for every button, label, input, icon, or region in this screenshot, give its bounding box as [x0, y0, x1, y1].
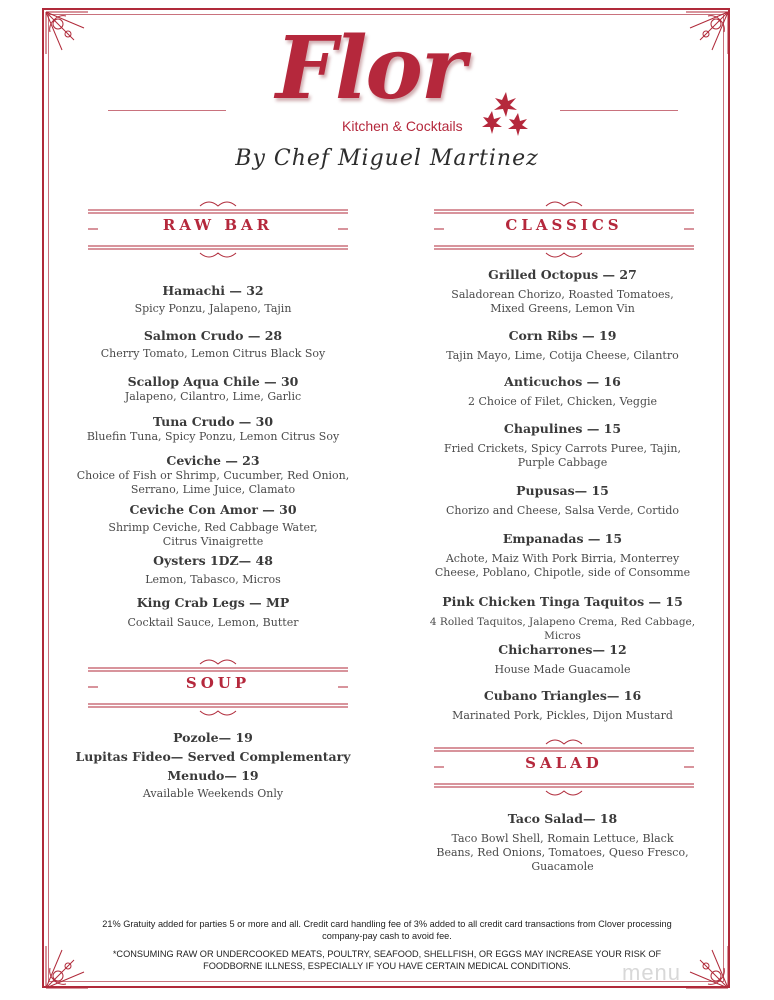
- consumption-warning: *CONSUMING RAW OR UNDERCOOKED MEATS, POULTRY, SEAFOOD, SHELLFISH, OR EGGS MAY INCREASE YOUR RISK OF FOODBORNE ILLNESS, ESPECIALLY IF YOU HAVE CERTAIN MEDICAL CONDITIONS.: [112, 949, 662, 971]
- logo-divider-left: [108, 110, 226, 111]
- item-desc: Cocktail Sauce, Lemon, Butter: [127, 616, 299, 629]
- item-desc: Choice of Fish or Shrimp, Cucumber, Red Onion, Serrano, Lime Juice, Clamato: [76, 469, 350, 496]
- item-desc: 4 Rolled Taquitos, Jalapeno Crema, Red Cabbage, Micros: [429, 616, 696, 642]
- section-title-raw-bar: RAW BAR: [162, 216, 274, 234]
- item-desc: Taco Bowl Shell, Romain Lettuce, Black Beans, Red Onions, Tomatoes, Queso Fresco, Guacamole: [436, 832, 689, 873]
- item-name: King Crab Legs — MP: [136, 595, 290, 610]
- logo-title: Flor: [275, 18, 465, 119]
- logo-divider-right: [560, 110, 678, 111]
- item-name: Pozole— 19: [173, 730, 253, 745]
- item-name: Cubano Triangles— 16: [483, 688, 642, 703]
- section-banner-classics: [434, 198, 694, 258]
- item-name: Pink Chicken Tinga Taquitos — 15: [442, 594, 683, 609]
- menu-item: [68, 502, 358, 549]
- item-name: Anticuchos — 16: [504, 374, 621, 389]
- menu-item: [410, 811, 715, 874]
- item-desc: Bluefin Tuna, Spicy Ponzu, Lemon Citrus Soy: [86, 430, 340, 443]
- item-desc: Available Weekends Only: [142, 787, 284, 800]
- corner-ornament-icon: [684, 944, 730, 990]
- menu-item: [410, 267, 715, 316]
- menu-item: [68, 414, 358, 444]
- item-desc: Cherry Tomato, Lemon Citrus Black Soy: [100, 347, 326, 360]
- menu-item: [410, 688, 715, 723]
- item-name: Grilled Octopus — 27: [488, 267, 637, 282]
- menu-item: [410, 374, 715, 409]
- menu-item: [68, 553, 358, 587]
- section-banner-soup: [88, 656, 348, 716]
- section-title-soup: SOUP: [185, 674, 251, 692]
- item-desc: Tajin Mayo, Lime, Cotija Cheese, Cilantro: [446, 349, 679, 362]
- menu-item: [410, 421, 715, 470]
- item-desc: Jalapeno, Cilantro, Lime, Garlic: [124, 390, 302, 403]
- item-desc: House Made Guacamole: [494, 663, 631, 676]
- item-name: Chicharrones— 12: [498, 642, 627, 657]
- item-desc: Spicy Ponzu, Jalapeno, Tajin: [134, 302, 292, 315]
- item-desc: Achote, Maiz With Pork Birria, Monterrey Cheese, Poblano, Chipotle, side of Consomme: [434, 552, 691, 579]
- item-desc: Lemon, Tabasco, Micros: [145, 573, 281, 586]
- item-name: Hamachi — 32: [162, 283, 264, 298]
- menu-item: [410, 531, 715, 580]
- item-name: Ceviche — 23: [166, 453, 260, 468]
- menu-item: [410, 483, 715, 518]
- flower-icon: [480, 92, 534, 144]
- logo-subtitle: Kitchen & Cocktails: [342, 118, 463, 134]
- item-desc: Chorizo and Cheese, Salsa Verde, Cortido: [445, 504, 680, 517]
- section-banner-salad: [434, 736, 694, 796]
- menu-item: [68, 283, 358, 316]
- watermark: menu: [622, 960, 682, 985]
- item-name: Menudo— 19: [167, 768, 259, 783]
- item-name: Lupitas Fideo— Served Complementary: [75, 749, 351, 764]
- menu-item: [68, 595, 358, 630]
- item-name: Taco Salad— 18: [507, 811, 618, 826]
- item-desc: Shrimp Ceviche, Red Cabbage Water, Citrus Vinaigrette: [108, 521, 318, 548]
- menu-item: [410, 594, 715, 643]
- item-desc: Saladorean Chorizo, Roasted Tomatoes, Mixed Greens, Lemon Vin: [451, 288, 674, 315]
- menu-item: [68, 453, 358, 497]
- item-name: Chapulines — 15: [503, 421, 622, 436]
- menu-item: [410, 642, 715, 677]
- item-name: Pupusas— 15: [516, 483, 609, 498]
- restaurant-logo: [0, 18, 774, 134]
- item-desc: 2 Choice of Filet, Chicken, Veggie: [467, 395, 658, 408]
- item-name: Scallop Aqua Chile — 30: [127, 374, 299, 389]
- item-desc: Marinated Pork, Pickles, Dijon Mustard: [452, 709, 673, 722]
- item-desc: Fried Crickets, Spicy Carrots Puree, Tajin, Purple Cabbage: [444, 442, 681, 469]
- chef-signature: By Chef Miguel Martinez: [235, 146, 539, 171]
- section-banner-raw-bar: [88, 198, 348, 258]
- item-name: Tuna Crudo — 30: [152, 414, 274, 429]
- item-name: Ceviche Con Amor — 30: [129, 502, 297, 517]
- section-title-salad: SALAD: [525, 754, 603, 772]
- corner-ornament-icon: [44, 944, 90, 990]
- item-name: Corn Ribs — 19: [508, 328, 617, 343]
- menu-item: [68, 374, 358, 404]
- item-name: Salmon Crudo — 28: [143, 328, 283, 343]
- item-name: Oysters 1DZ— 48: [153, 553, 273, 568]
- menu-item: [68, 328, 358, 361]
- gratuity-note: 21% Gratuity added for parties 5 or more and all. Credit card handling fee of 3% added to all credit card transactions from Clover processing company-pay cash to avoid fee.: [102, 919, 672, 941]
- section-title-classics: CLASSICS: [505, 216, 623, 234]
- menu-item: [68, 730, 358, 801]
- menu-item: [410, 328, 715, 363]
- item-name: Empanadas — 15: [502, 531, 623, 546]
